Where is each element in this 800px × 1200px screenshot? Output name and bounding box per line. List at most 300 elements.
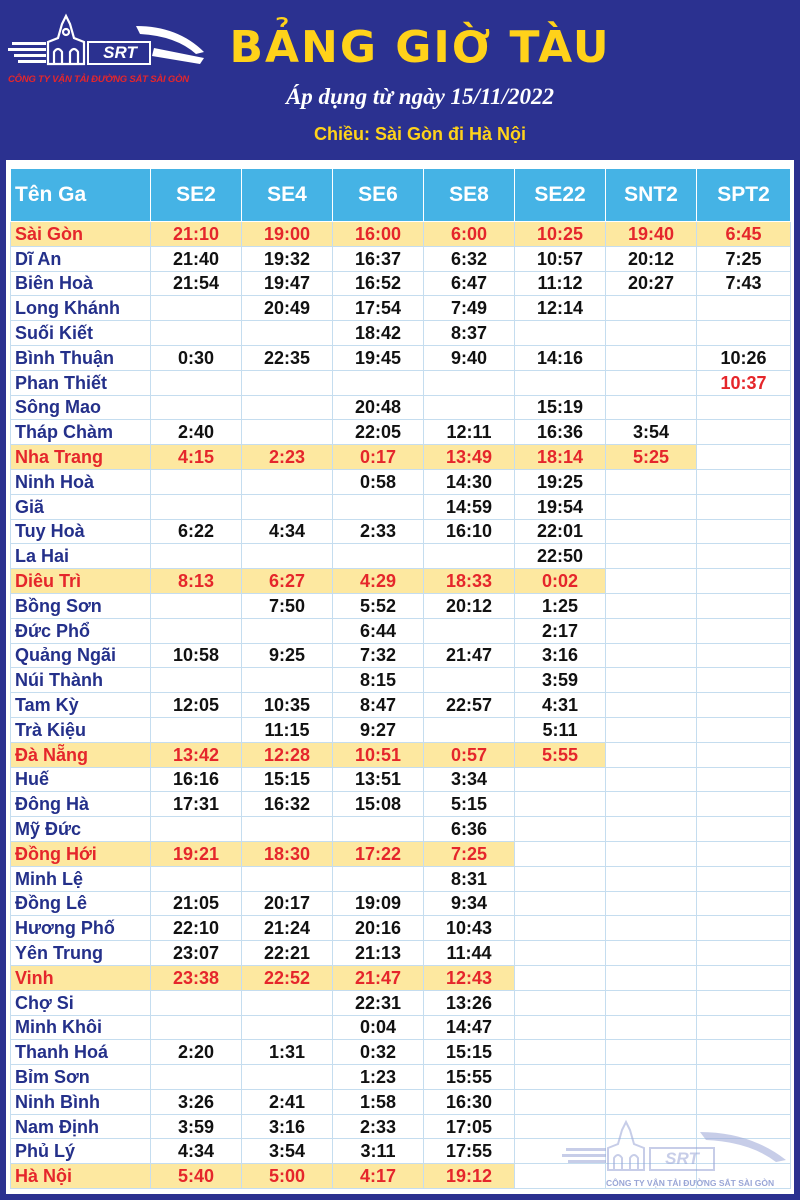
time-cell: 10:58 [151,643,242,668]
station-name: Tuy Hoà [11,519,151,544]
time-cell: 10:35 [242,693,333,718]
table-row [11,643,791,668]
time-cell: 14:16 [515,345,606,370]
time-cell [697,593,791,618]
time-cell: 23:07 [151,941,242,966]
time-cell: 19:09 [333,891,424,916]
time-cell: 3:16 [515,643,606,668]
time-cell: 3:59 [515,668,606,693]
time-cell [515,1089,606,1114]
time-cell: 16:32 [242,792,333,817]
table-row [11,916,791,941]
table-row [11,990,791,1015]
time-cell: 22:57 [424,693,515,718]
time-cell [333,866,424,891]
time-cell [697,817,791,842]
time-cell: 22:35 [242,345,333,370]
table-row [11,345,791,370]
time-cell: 20:12 [424,593,515,618]
time-cell [606,916,697,941]
time-cell: 0:02 [515,569,606,594]
table-row [11,1015,791,1040]
time-cell: 17:54 [333,296,424,321]
time-cell: 4:34 [151,1139,242,1164]
time-cell [515,370,606,395]
table-row [11,321,791,346]
time-cell: 13:26 [424,990,515,1015]
column-header-spt2: SPT2 [697,169,791,222]
time-cell [606,891,697,916]
time-cell: 15:19 [515,395,606,420]
time-cell: 2:23 [242,445,333,470]
time-cell: 3:26 [151,1089,242,1114]
time-cell: 21:10 [151,222,242,247]
station-name: Phủ Lý [11,1139,151,1164]
time-cell: 1:25 [515,593,606,618]
time-cell: 5:52 [333,593,424,618]
table-row [11,841,791,866]
time-cell [606,817,697,842]
station-name: Vinh [11,965,151,990]
time-cell: 0:17 [333,445,424,470]
effective-date: Áp dụng từ ngày 15/11/2022 [285,84,555,109]
time-cell: 1:58 [333,1089,424,1114]
time-cell [515,767,606,792]
time-cell [333,544,424,569]
time-cell [515,866,606,891]
time-cell [697,693,791,718]
time-cell: 1:23 [333,1065,424,1090]
station-name: Mỹ Đức [11,817,151,842]
time-cell [697,990,791,1015]
time-cell [424,544,515,569]
time-cell [606,296,697,321]
time-cell: 16:16 [151,767,242,792]
time-cell: 4:31 [515,693,606,718]
time-cell [606,767,697,792]
time-cell [424,618,515,643]
time-cell [697,569,791,594]
time-cell [151,618,242,643]
time-cell: 8:37 [424,321,515,346]
time-cell: 6:36 [424,817,515,842]
time-cell: 21:47 [333,965,424,990]
time-cell [515,891,606,916]
time-cell [242,395,333,420]
time-cell [151,321,242,346]
time-cell: 3:54 [606,420,697,445]
time-cell [606,693,697,718]
time-cell [697,717,791,742]
time-cell: 20:27 [606,271,697,296]
table-row [11,668,791,693]
time-cell: 12:43 [424,965,515,990]
time-cell: 22:01 [515,519,606,544]
column-header-row [11,169,791,222]
time-cell: 8:47 [333,693,424,718]
time-cell: 3:16 [242,1114,333,1139]
column-header-se4: SE4 [242,169,333,222]
time-cell: 19:40 [606,222,697,247]
time-cell: 7:32 [333,643,424,668]
time-cell: 16:52 [333,271,424,296]
time-cell [606,990,697,1015]
table-row [11,222,791,247]
time-cell: 3:34 [424,767,515,792]
column-header-se6: SE6 [333,169,424,222]
time-cell: 20:48 [333,395,424,420]
time-cell: 4:34 [242,519,333,544]
table-row [11,1089,791,1114]
table-row [11,891,791,916]
time-cell [151,494,242,519]
time-cell [697,321,791,346]
time-cell [242,817,333,842]
time-cell: 6:22 [151,519,242,544]
time-cell: 21:54 [151,271,242,296]
time-cell [697,941,791,966]
time-cell [151,469,242,494]
time-cell [606,1040,697,1065]
time-cell: 2:33 [333,1114,424,1139]
time-cell: 17:22 [333,841,424,866]
time-cell: 7:49 [424,296,515,321]
time-cell: 10:26 [697,345,791,370]
time-cell [697,296,791,321]
time-cell: 15:08 [333,792,424,817]
time-cell: 18:14 [515,445,606,470]
table-row [11,792,791,817]
time-cell: 6:47 [424,271,515,296]
time-cell [697,519,791,544]
station-name: Suối Kiết [11,321,151,346]
time-cell [515,1065,606,1090]
time-cell [515,1015,606,1040]
time-cell: 16:00 [333,222,424,247]
station-name: Huế [11,767,151,792]
table-row [11,395,791,420]
time-cell [697,420,791,445]
time-cell [151,866,242,891]
time-cell: 20:16 [333,916,424,941]
logo-text: SRT [103,43,137,62]
table-row [11,494,791,519]
table-row [11,569,791,594]
time-cell [515,1040,606,1065]
time-cell: 10:57 [515,246,606,271]
header [0,0,800,160]
timetable-body [11,222,791,1189]
table-row [11,469,791,494]
time-cell: 12:11 [424,420,515,445]
time-cell [697,544,791,569]
time-cell [424,717,515,742]
time-cell: 19:32 [242,246,333,271]
time-cell: 22:31 [333,990,424,1015]
table-row [11,296,791,321]
time-cell [242,494,333,519]
time-cell [515,321,606,346]
time-cell [333,370,424,395]
time-cell [242,321,333,346]
station-name: Chợ Si [11,990,151,1015]
time-cell: 8:13 [151,569,242,594]
time-cell: 7:25 [424,841,515,866]
time-cell: 18:30 [242,841,333,866]
time-cell: 12:05 [151,693,242,718]
column-header-se22: SE22 [515,169,606,222]
station-name: Minh Lệ [11,866,151,891]
time-cell [697,891,791,916]
time-cell: 22:10 [151,916,242,941]
time-cell [515,916,606,941]
time-cell [606,717,697,742]
time-cell [606,544,697,569]
time-cell [151,990,242,1015]
station-name: Bỉm Sơn [11,1065,151,1090]
route-direction: Chiều: Sài Gòn đi Hà Nội [313,124,526,144]
time-cell: 2:41 [242,1089,333,1114]
time-cell: 16:30 [424,1089,515,1114]
table-row [11,1040,791,1065]
station-name: Sông Mao [11,395,151,420]
timetable [10,168,790,1189]
time-cell: 22:21 [242,941,333,966]
station-name: Diêu Trì [11,569,151,594]
table-row [11,742,791,767]
time-cell [515,990,606,1015]
time-cell: 12:28 [242,742,333,767]
table-row [11,271,791,296]
table-row [11,1065,791,1090]
time-cell [697,767,791,792]
time-cell [697,742,791,767]
time-cell [697,469,791,494]
time-cell: 6:27 [242,569,333,594]
station-name: Tháp Chàm [11,420,151,445]
time-cell: 18:42 [333,321,424,346]
time-cell: 6:44 [333,618,424,643]
time-cell [606,519,697,544]
station-name: Dĩ An [11,246,151,271]
time-cell [242,990,333,1015]
time-cell [151,717,242,742]
time-cell [242,1015,333,1040]
time-cell [697,643,791,668]
station-name: Nha Trang [11,445,151,470]
station-name: Tam Kỳ [11,693,151,718]
time-cell: 14:30 [424,469,515,494]
time-cell [606,1089,697,1114]
column-header-station: Tên Ga [11,169,151,222]
time-cell [515,817,606,842]
time-cell: 0:30 [151,345,242,370]
time-cell: 0:04 [333,1015,424,1040]
time-cell: 2:20 [151,1040,242,1065]
time-cell [333,494,424,519]
station-name: Đồng Lê [11,891,151,916]
station-name: Núi Thành [11,668,151,693]
time-cell: 7:43 [697,271,791,296]
time-cell [606,841,697,866]
time-cell [515,965,606,990]
time-cell [697,792,791,817]
time-cell: 23:38 [151,965,242,990]
station-name: Bình Thuận [11,345,151,370]
time-cell: 22:50 [515,544,606,569]
time-cell: 19:00 [242,222,333,247]
time-cell: 16:37 [333,246,424,271]
time-cell: 0:58 [333,469,424,494]
time-cell: 9:40 [424,345,515,370]
time-cell: 22:52 [242,965,333,990]
time-cell [697,668,791,693]
time-cell: 0:57 [424,742,515,767]
time-cell [606,469,697,494]
time-cell [242,618,333,643]
time-cell [151,593,242,618]
table-row [11,445,791,470]
table-row [11,370,791,395]
time-cell: 9:25 [242,643,333,668]
page-title: BẢNG GIỜ TÀU [229,22,611,73]
time-cell: 6:45 [697,222,791,247]
time-cell: 3:59 [151,1114,242,1139]
station-name: Hương Phố [11,916,151,941]
time-cell [697,841,791,866]
time-cell [697,1089,791,1114]
time-cell: 13:42 [151,742,242,767]
time-cell: 2:33 [333,519,424,544]
station-name: Thanh Hoá [11,1040,151,1065]
time-cell [242,668,333,693]
time-cell [515,792,606,817]
time-cell: 19:21 [151,841,242,866]
time-cell [242,420,333,445]
time-cell [697,1065,791,1090]
station-name: Biên Hoà [11,271,151,296]
time-cell: 15:15 [242,767,333,792]
time-cell [151,370,242,395]
time-cell: 10:43 [424,916,515,941]
table-row [11,519,791,544]
station-name: Long Khánh [11,296,151,321]
station-name: Ninh Bình [11,1089,151,1114]
time-cell [606,370,697,395]
column-header-se8: SE8 [424,169,515,222]
time-cell: 15:55 [424,1065,515,1090]
time-cell: 19:54 [515,494,606,519]
time-cell: 5:15 [424,792,515,817]
time-cell [606,1065,697,1090]
time-cell [697,445,791,470]
table-row [11,965,791,990]
station-name: Đà Nẵng [11,742,151,767]
table-row [11,618,791,643]
station-name: Sài Gòn [11,222,151,247]
table-row [11,767,791,792]
time-cell [242,1065,333,1090]
time-cell [606,494,697,519]
time-cell [697,618,791,643]
time-cell: 18:33 [424,569,515,594]
time-cell: 8:31 [424,866,515,891]
station-name: Hà Nội [11,1164,151,1189]
time-cell: 11:15 [242,717,333,742]
time-cell: 17:05 [424,1114,515,1139]
time-cell [424,370,515,395]
time-cell [697,1040,791,1065]
time-cell: 7:25 [697,246,791,271]
table-row [11,693,791,718]
time-cell: 11:12 [515,271,606,296]
time-cell: 2:17 [515,618,606,643]
time-cell [606,866,697,891]
table-row [11,941,791,966]
time-cell: 6:00 [424,222,515,247]
time-cell [606,941,697,966]
station-name: Phan Thiết [11,370,151,395]
time-cell [242,469,333,494]
time-cell: 21:13 [333,941,424,966]
time-cell: 16:36 [515,420,606,445]
time-cell [242,544,333,569]
time-cell: 3:54 [242,1139,333,1164]
station-name: Trà Kiệu [11,717,151,742]
time-cell: 12:14 [515,296,606,321]
time-cell [697,866,791,891]
station-name: Bồng Sơn [11,593,151,618]
time-cell: 21:40 [151,246,242,271]
time-cell: 8:15 [333,668,424,693]
time-cell: 15:15 [424,1040,515,1065]
time-cell [697,965,791,990]
time-cell: 19:25 [515,469,606,494]
station-name: Quảng Ngãi [11,643,151,668]
time-cell [697,494,791,519]
time-cell [606,345,697,370]
time-cell: 5:40 [151,1164,242,1189]
column-header-snt2: SNT2 [606,169,697,222]
time-cell: 5:25 [606,445,697,470]
watermark-logo-text: SRT [665,1149,699,1168]
time-cell: 11:44 [424,941,515,966]
station-name: Đông Hà [11,792,151,817]
time-cell: 20:17 [242,891,333,916]
srt-logo [8,12,208,92]
time-cell: 13:51 [333,767,424,792]
time-cell [606,593,697,618]
time-cell: 19:47 [242,271,333,296]
time-cell: 3:11 [333,1139,424,1164]
time-cell [515,841,606,866]
time-cell [151,668,242,693]
time-cell [697,916,791,941]
time-cell: 21:05 [151,891,242,916]
time-cell: 5:11 [515,717,606,742]
time-cell [242,370,333,395]
station-name: Giã [11,494,151,519]
time-cell [424,395,515,420]
time-cell: 17:31 [151,792,242,817]
table-row [11,817,791,842]
time-cell: 10:51 [333,742,424,767]
time-cell: 5:55 [515,742,606,767]
time-cell: 21:24 [242,916,333,941]
time-cell: 20:49 [242,296,333,321]
time-cell: 14:59 [424,494,515,519]
station-name: Ninh Hoà [11,469,151,494]
